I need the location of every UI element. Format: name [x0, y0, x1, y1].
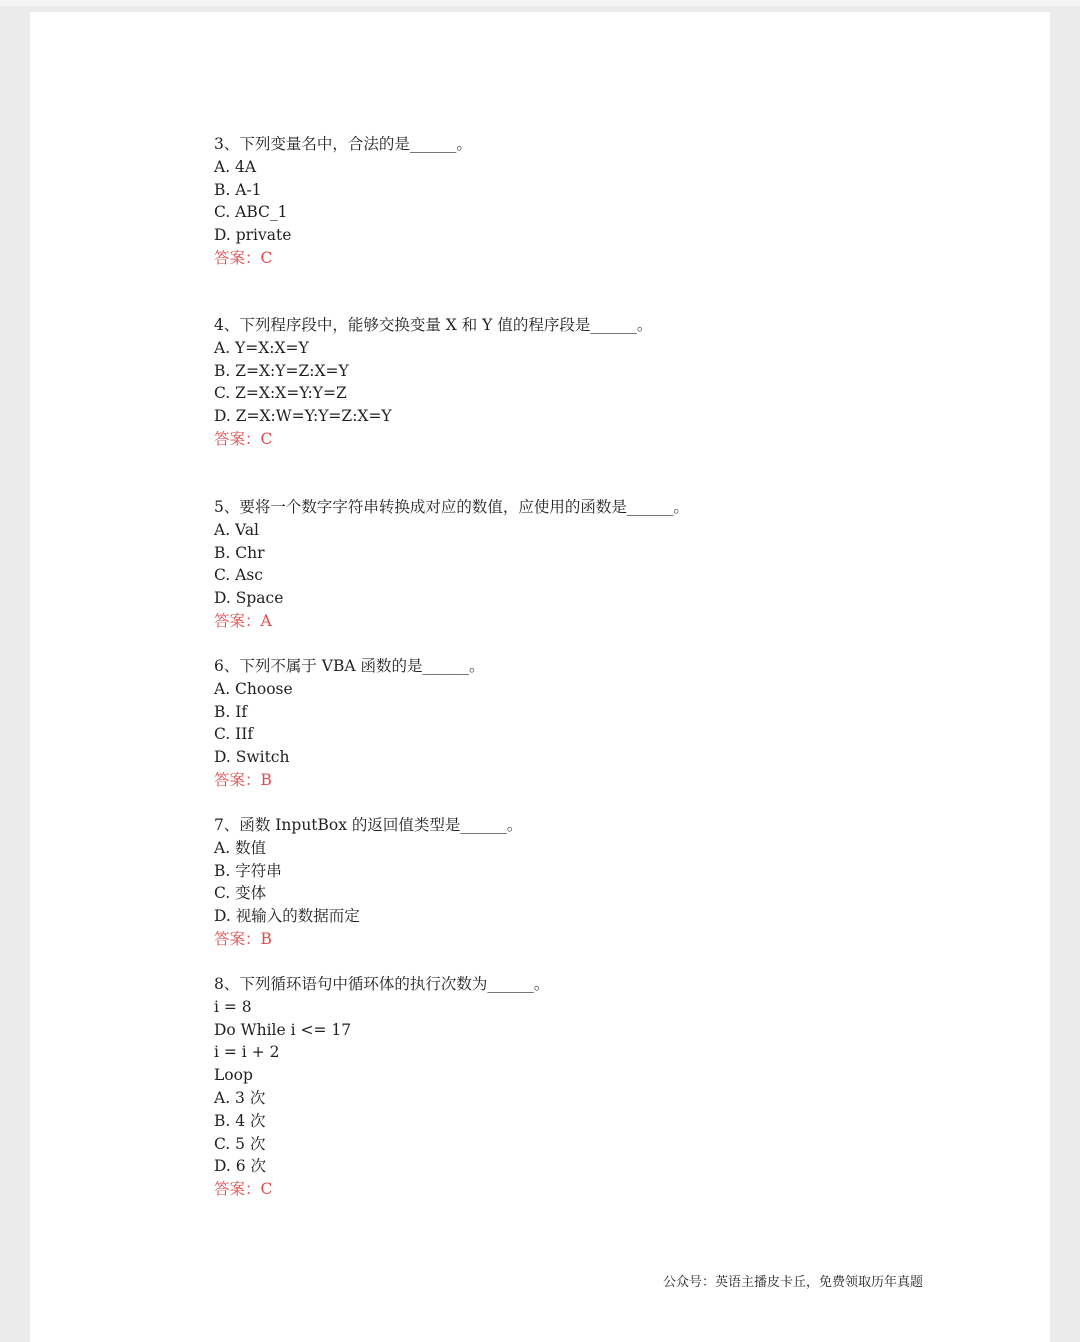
code-line: i = 8 — [214, 997, 252, 1016]
option-a: A. Choose — [214, 679, 293, 698]
answer-line: 答案：C — [214, 1180, 273, 1199]
question-stem: 5、要将一个数字字符串转换成对应的数值，应使用的函数是______。 — [214, 498, 689, 516]
option-d: D. Switch — [214, 748, 290, 767]
answer-line: 答案：C — [214, 429, 273, 448]
answer-line: 答案：C — [214, 248, 273, 267]
option-c: C. 变体 — [214, 884, 267, 903]
question-6 — [214, 655, 485, 792]
option-b: B. If — [214, 702, 248, 721]
question-7 — [214, 814, 522, 951]
option-d: D. Z=X:W=Y:Y=Z:X=Y — [214, 407, 392, 426]
question-stem: 7、函数 InputBox 的返回值类型是______。 — [214, 816, 523, 834]
option-b: B. A-1 — [214, 180, 262, 199]
question-stem: 6、下列不属于 VBA 函数的是______。 — [214, 657, 485, 675]
option-a: A. 数值 — [214, 838, 267, 857]
question-stem: 8、下列循环语句中循环体的执行次数为______。 — [214, 975, 550, 993]
option-c: C. 5 次 — [214, 1134, 266, 1153]
option-a: A. Val — [214, 520, 260, 539]
question-8 — [214, 973, 549, 1201]
code-line: i = i + 2 — [214, 1043, 280, 1062]
option-a: A. 4A — [214, 157, 257, 176]
top-edge — [0, 0, 1080, 6]
question-stem: 4、下列程序段中，能够交换变量 X 和 Y 值的程序段是______。 — [214, 316, 653, 334]
code-line: Do While i <= 17 — [214, 1020, 352, 1039]
option-a: A. Y=X:X=Y — [214, 338, 309, 357]
option-d: D. 6 次 — [214, 1157, 267, 1176]
option-b: B. Z=X:Y=Z:X=Y — [214, 361, 349, 380]
question-5 — [214, 496, 689, 633]
option-c: C. Z=X:X=Y:Y=Z — [214, 384, 347, 403]
question-stem: 3、下列变量名中，合法的是______。 — [214, 135, 472, 153]
option-c: C. IIf — [214, 725, 254, 744]
option-b: B. 4 次 — [214, 1111, 266, 1130]
option-d: D. Space — [214, 589, 284, 608]
question-3 — [214, 133, 472, 270]
footer-note: 公众号：英语主播皮卡丘，免费领取历年真题 — [663, 1275, 924, 1290]
option-d: D. private — [214, 226, 292, 245]
option-a: A. 3 次 — [214, 1088, 266, 1107]
option-b: B. Chr — [214, 543, 265, 562]
answer-line: 答案：A — [214, 611, 272, 630]
option-d: D. 视输入的数据而定 — [214, 907, 360, 926]
option-c: C. Asc — [214, 566, 263, 585]
option-b: B. 字符串 — [214, 861, 282, 880]
code-line: Loop — [214, 1066, 253, 1085]
answer-line: 答案：B — [214, 929, 272, 948]
question-4 — [214, 314, 652, 451]
option-c: C. ABC_1 — [214, 203, 288, 222]
answer-line: 答案：B — [214, 770, 272, 789]
